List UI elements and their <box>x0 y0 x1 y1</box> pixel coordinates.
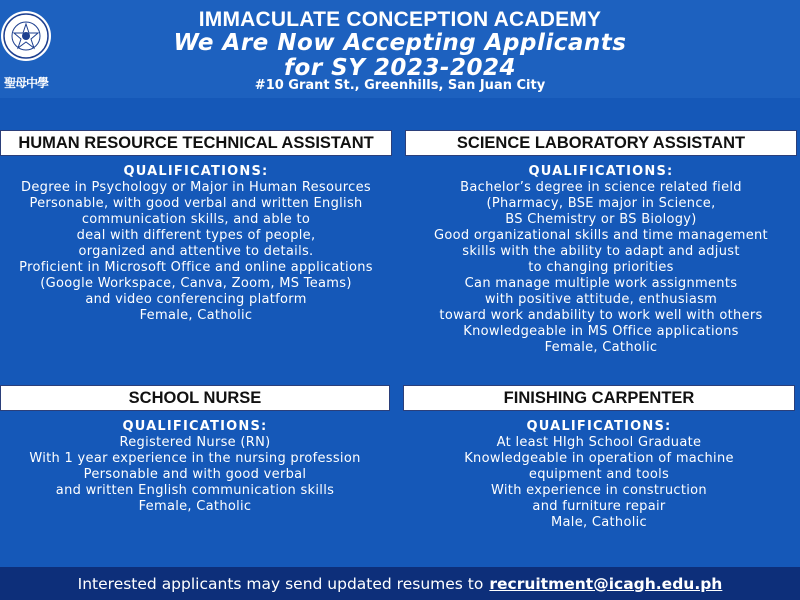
address: #10 Grant St., Greenhills, San Juan City <box>254 78 546 93</box>
recruitment-email-link[interactable]: recruitment@icagh.edu.ph <box>489 574 723 593</box>
qualification-line: (Google Workspace, Canva, Zoom, MS Teams) <box>40 276 352 291</box>
headline-line-1: We Are Now Accepting Applicants <box>173 30 627 56</box>
qualification-line: Female, Catholic <box>544 340 658 355</box>
job-title-science-lab-assistant: SCIENCE LABORATORY ASSISTANT <box>405 130 797 156</box>
job-qualifications-science <box>405 164 797 356</box>
qualifications-heading: QUALIFICATIONS: <box>528 164 674 179</box>
qualification-line: With experience in construction <box>491 483 707 498</box>
qualification-line: Female, Catholic <box>139 308 253 323</box>
qualification-line: to changing priorities <box>528 260 674 275</box>
qualification-line: With 1 year experience in the nursing profession <box>29 451 361 466</box>
qualification-line: Bachelor’s degree in science related field <box>460 180 742 195</box>
qualification-line: and video conferencing platform <box>85 292 307 307</box>
logo-chinese-text: 聖母中學 <box>3 76 48 90</box>
job-qualifications-nurse <box>0 419 390 515</box>
qualification-line: equipment and tools <box>528 467 670 482</box>
qualification-line: At least HIgh School Graduate <box>496 435 702 450</box>
qualifications-heading: QUALIFICATIONS: <box>123 164 269 179</box>
qualification-line: (Pharmacy, BSE major in Science, <box>486 196 716 211</box>
qualification-line: with positive attitude, enthusiasm <box>484 292 718 307</box>
qualification-line: toward work andability to work well with others <box>439 308 763 323</box>
qualification-line: Registered Nurse (RN) <box>119 435 271 450</box>
qualifications-heading: QUALIFICATIONS: <box>122 419 268 434</box>
qualification-line: Good organizational skills and time management <box>434 228 768 243</box>
school-name: IMMACULATE CONCEPTION ACADEMY <box>198 8 602 31</box>
qualification-line: organized and attentive to details. <box>78 244 314 259</box>
qualification-line: and furniture repair <box>532 499 666 514</box>
qualification-line: and written English communication skills <box>55 483 335 498</box>
qualification-line: Proficient in Microsoft Office and online applications <box>19 260 373 275</box>
qualification-line: communication skills, and able to <box>81 212 311 227</box>
qualification-line: Personable and with good verbal <box>83 467 307 482</box>
job-qualifications-carpenter <box>403 419 795 531</box>
qualification-line: BS Chemistry or BS Biology) <box>505 212 697 227</box>
footer-text: Interested applicants may send updated resumes to <box>77 574 484 593</box>
qualification-line: Degree in Psychology or Major in Human Resources <box>21 180 371 195</box>
qualification-line: Can manage multiple work assignments <box>464 276 738 291</box>
qualification-line: Male, Catholic <box>551 515 647 530</box>
qualification-line: Knowledgeable in MS Office applications <box>463 324 739 339</box>
job-title-school-nurse: SCHOOL NURSE <box>0 385 390 411</box>
job-title-hr-technical-assistant: HUMAN RESOURCE TECHNICAL ASSISTANT <box>0 130 392 156</box>
footer <box>0 567 800 600</box>
qualification-line: Personable, with good verbal and written English <box>29 196 363 211</box>
qualification-line: deal with different types of people, <box>76 228 316 243</box>
headline-line-2: for SY 2023-2024 <box>284 55 516 81</box>
job-qualifications-hr <box>0 164 392 324</box>
qualification-line: Female, Catholic <box>138 499 252 514</box>
qualification-line: skills with the ability to adapt and adjust <box>462 244 740 259</box>
header <box>0 0 800 98</box>
qualification-line: Knowledgeable in operation of machine <box>464 451 734 466</box>
qualifications-heading: QUALIFICATIONS: <box>526 419 672 434</box>
job-title-finishing-carpenter: FINISHING CARPENTER <box>403 385 795 411</box>
